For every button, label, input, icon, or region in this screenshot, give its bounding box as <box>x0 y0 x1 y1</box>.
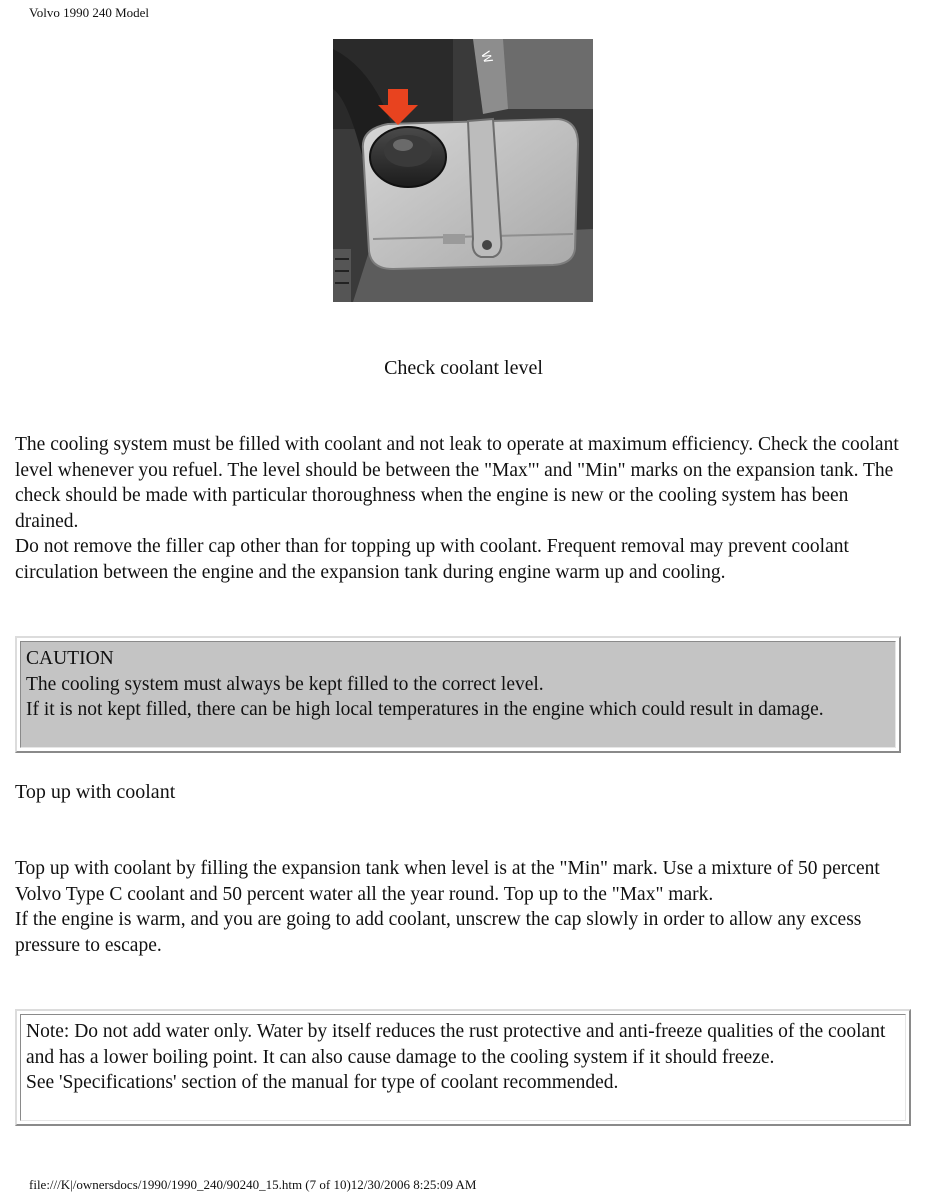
note-text: Note: Do not add water only. Water by itself reduces the rust protective and anti-freeze qualities of the coolant and has a lower boiling point. It can also cause damage to the cooling system if it should freeze. <box>26 1021 886 1068</box>
topup-text: Top up with coolant by filling the expansion tank when level is at the "Min" mark. Use a mixture of 50 percent Volvo Type C coolant and 50 percent water all the year round. Top up to the "Max" mark. <box>15 858 880 905</box>
note-box <box>15 1009 911 1126</box>
topup-paragraph <box>15 856 915 958</box>
caution-content <box>20 641 896 748</box>
document-header: Volvo 1990 240 Model <box>29 5 150 20</box>
caution-title: CAUTION <box>26 648 114 669</box>
section-heading: Top up with coolant <box>15 781 176 803</box>
coolant-tank-photo <box>333 39 593 302</box>
file-path-footer: file:///K|/ownersdocs/1990/1990_240/90240_15.htm (7 of 10)12/30/2006 8:25:09 AM <box>29 1177 477 1192</box>
caution-text-2: If it is not kept filled, there can be high local temperatures in the engine which could result in damage. <box>26 699 824 720</box>
intro-paragraph <box>15 432 915 585</box>
svg-text:W: W <box>478 49 496 66</box>
figure-caption: Check coolant level <box>384 357 543 379</box>
intro-text-2: Do not remove the filler cap other than for topping up with coolant. Frequent removal may prevent coolant circulation between the engine and the expansion tank during engine warm up and cooling. <box>15 536 849 583</box>
caution-text: The cooling system must always be kept filled to the correct level. <box>26 673 544 695</box>
intro-text: The cooling system must be filled with coolant and not leak to operate at maximum efficiency. Check the coolant level whenever you refuel. The level should be between the "Max"' and "Min" marks on the expansion tank. The check should be made with particular thoroughness when the engine is new or the cooling system has been drained. <box>15 434 899 532</box>
topup-text-2: If the engine is warm, and you are going to add coolant, unscrew the cap slowly in order to allow any excess pressure to escape. <box>15 909 862 956</box>
caution-box <box>15 636 901 753</box>
note-content <box>20 1014 906 1121</box>
note-text-2: See 'Specifications' section of the manual for type of coolant recommended. <box>26 1072 619 1093</box>
